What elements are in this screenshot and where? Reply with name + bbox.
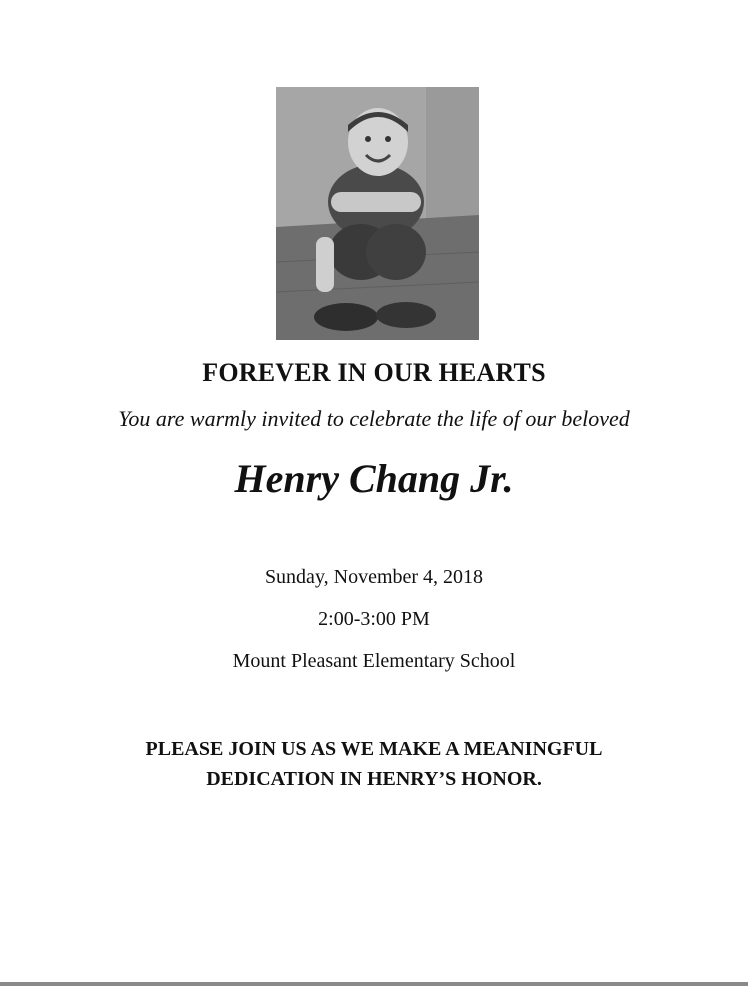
event-location: Mount Pleasant Elementary School bbox=[232, 650, 516, 672]
event-time: 2:00-3:00 PM bbox=[318, 608, 430, 630]
portrait-photo bbox=[276, 87, 479, 340]
portrait-illustration bbox=[276, 87, 479, 340]
closing-line-2: DEDICATION IN HENRY’S HONOR. bbox=[206, 768, 542, 790]
page-bottom-edge bbox=[0, 982, 748, 986]
event-date: Sunday, November 4, 2018 bbox=[264, 566, 484, 588]
invitation-text: You are warmly invited to celebrate the life of our beloved bbox=[118, 406, 630, 431]
closing-line-1: PLEASE JOIN US AS WE MAKE A MEANINGFUL bbox=[145, 738, 603, 760]
closing-message bbox=[0, 734, 748, 794]
honoree-name: Henry Chang Jr. bbox=[234, 456, 514, 501]
flyer-heading: FOREVER IN OUR HEARTS bbox=[202, 358, 546, 387]
